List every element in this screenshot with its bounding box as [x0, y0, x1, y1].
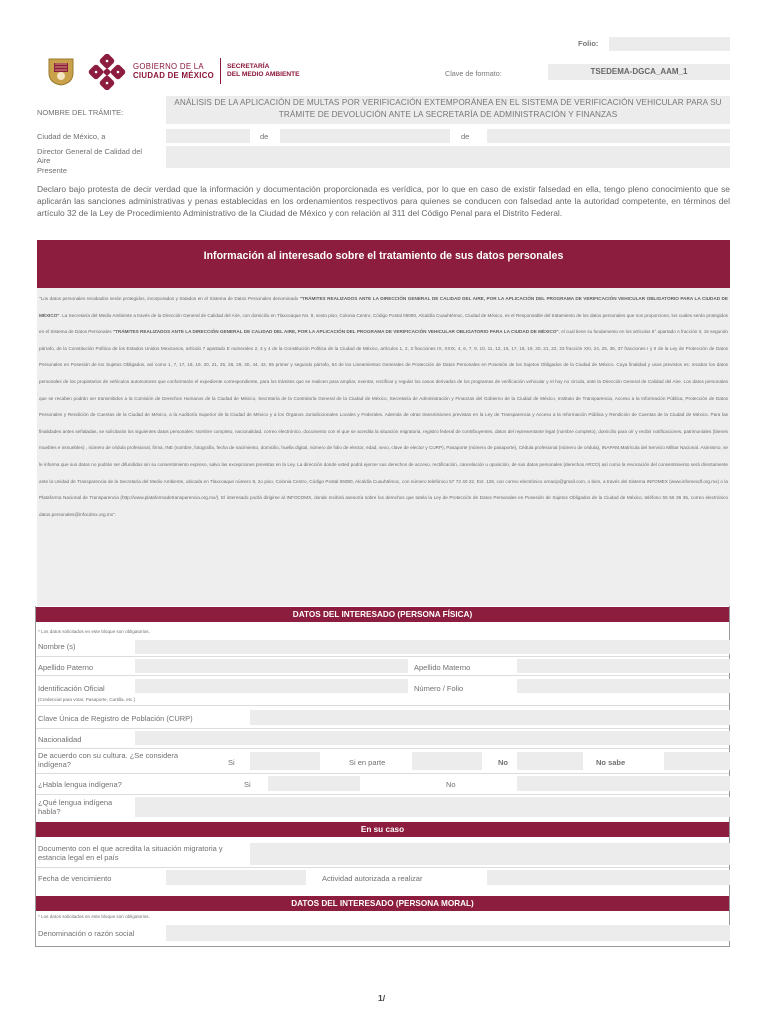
identificacion-field[interactable] [135, 679, 408, 693]
row-divider [36, 656, 729, 657]
secretaria-line-2: DEL MEDIO AMBIENTE [227, 70, 300, 78]
apellido-paterno-label: Apellido Paterno [38, 663, 94, 672]
apellido-materno-field[interactable] [517, 659, 730, 673]
curp-label: Clave Única de Registro de Población (CURP) [38, 714, 193, 723]
lengua-no-box[interactable] [517, 776, 730, 791]
indigena-si-label: Si [228, 758, 235, 767]
legal-p3: , el cual tiene su fundamento en los artículos 6° apartado A fracción II, 16 segundo párrafo, de la Constitución Política de los Estados Unidos Mexicanos, artículo 7 apartado E numerales 2, 3 y 4 de la Constitución Política de la Ciudad de México, artículos 1, 2, 3 fracciones IX, XXIX, 4, 6, 7, 9, 10, 11, 12, 16, 17, 18, 19, 20, 21, 22, 23 fracción XIII, 24, 25, 36, 37 fracciones I y II de la Ley de Protección de Datos Personales en Posesión de los Sujetos Obligados, así como 1, 7, 17, 18, 19, 20, 21, 25, 28, 29, 30, 44, 42, 65 primer y segundo párrafo, 64 de los Lineamientos Generales de Protección de Datos Personales en Posesión de los Sujetos Obligados de la Ciudad de México. Cuya finalidad y usos previstos es: recabar los datos personales de los propietarios de vehículos automotores que conformarán el expediente correspondiente, para los trámites que se realicen para ampliar, exentar, rectificar y regular los casos derivados de los programas de verificación vehicular y el hoy no circula, ante la Dirección General de Calidad del Aire. Los datos personales que se recaben podrán ser transmitidos a la Comisión de Derechos Humanos de la Ciudad de México, Secretaría de la Contraloría General de la Ciudad de México, Secretaría de Administración y Finanzas del Gobierno de la Ciudad de México, Instituto de Transparencia, Acceso a la Información Pública, Protección de Datos Personales y Rendición de Cuentas de la Ciudad de México, a la Auditoría Superior de la Ciudad de México y a los Órganos Jurisdiccionales Locales y Federales. Además de otras transmisiones previstas en la Ley de Transparencia y Acceso a la Información Pública y Rendición de Cuentas de la Ciudad de México. Para las finalidades antes señaladas, se solicitarán los siguientes datos personales: Nombre completo, nacionalidad, correo electrónico, documento con el que se acredita la situación migratoria, registro federal de contribuyentes, datos del representante legal (nombre completo), domicilio para oír y recibir notificaciones, patrimoniales (bienes muebles e inmuebles) , número de cédula profesional, firma, INE (nombre, fotografía, fecha de nacimiento, domicilio, huella digital, número de folio de elector, edad, sexo, clave de elector y CURP), Pasaporte (número de pasaporte), Cédula profesional (número de cédula), INAPAM,Matrícula del Servicio Militar Nacional. Asimismo, se le informa que sus datos no podrán ser difundidos sin su consentimiento expreso, salvo las excepciones previstas en la Ley. La dirección donde usted podrá ejercer sus derechos de acceso, rectificación, cancelación u oposición, de sus datos personales (derechos ARCO) así como la revocación del consentimiento será directamente ante la Unidad de Transparencia de la Secretaría del Medio Ambiente, ubicada en Tlaxcoaque número 8, 2o piso, Colonia Centro, Código Postal 06080, Alcaldía Cuauhtémoc, con número telefónico 57 72 40 22, Ext. 128, con correo electrónico ornacip@gmail.com, o bien, a través del Sistema INFOMEX (www.infomexdf.org.mx) o la Plataforma Nacional de Transparencia (http://www.plataformadetransparencia.org.mx/). El interesado podrá dirigirse al INFOCDMX, donde recibirá asesoría sobre los derechos que tutela la Ley de Protección de Datos Personales en Posesión de Sujetos Obligados de la Ciudad de México, teléfono 55 56 36 36, correo electrónico datos.personales@infocdmx.org.mx". [39, 329, 728, 517]
identificacion-label: Identificación Oficial [38, 684, 105, 693]
cual-lengua-label [38, 798, 112, 817]
indigena-si-box[interactable] [250, 752, 320, 770]
legal-p2-bold: "TRÁMITES REALIZADOS ANTE LA DIRECCIÓN GENERAL DE CALIDAD DEL AIRE, POR LA APLICACIÓN DEL PROGRAMA DE VERIFICACIÓN VEHICULAR OBLIGATORIO PARA LA CIUDAD DE MÉXICO" [112, 329, 559, 335]
de-label-2: de [461, 132, 470, 141]
denominacion-field[interactable] [166, 925, 730, 941]
secretaria-line-1: SECRETARÍA [227, 63, 270, 70]
row-divider [36, 705, 729, 706]
aviso-privacidad-text [37, 288, 730, 606]
director-line-2: Aire [37, 156, 51, 166]
nacionalidad-label: Nacionalidad [38, 735, 82, 744]
legal-p1: "Los datos personales recabados serán protegidos, incorporados y tratados en el Sistema de Datos Personales denominado [39, 296, 300, 301]
secretaria-wordmark [227, 63, 300, 79]
director-label [37, 147, 142, 175]
clave-formato-value: TSEDEMA-DGCA_AAM_1 [548, 64, 730, 80]
row-divider [36, 867, 729, 868]
fecha-vencimiento-label: Fecha de vencimiento [38, 874, 112, 883]
cual-lengua-field[interactable] [135, 797, 730, 817]
documento-line-2: estancia legal en el país [38, 853, 119, 863]
lengua-indigena-label: ¿Habla lengua indígena? [38, 780, 122, 789]
dia-field[interactable] [166, 129, 250, 143]
curp-field[interactable] [250, 710, 730, 725]
nombre-field[interactable] [135, 640, 730, 654]
cual-lengua-line-2: habla? [38, 807, 61, 817]
director-line-1: Director General de Calidad del [37, 147, 143, 156]
apellido-materno-label: Apellido Materno [414, 663, 471, 672]
declaracion-text: Declaro bajo protesta de decir verdad que la información y documentación proporcionada es verídica, por lo que en caso de existir falsedad en ella, tengo pleno conocimiento que se aplicarán las sanciones administrativas y penas establecidas en los ordenamientos respectivos para quienes se conducen con falsedad ante la autoridad competente, en términos del artículo 32 de la Ley de Procedimiento Administrativo de la Ciudad de México y con relación al 311 del Código Penal para el Distrito Federal. [37, 184, 730, 219]
en-su-caso-header: En su caso [36, 822, 729, 837]
legal-p2: . La Secretaría del Medio Ambiente a través de la Dirección General de Calidad del Aire, con domicilio en Tlaxcoaque No. 8, sexto piso, Colonia Centro, Código Postal 06080, Alcaldía Cuauhtémoc, Ciudad de México, es el Responsable del tratamiento de los datos personales que nos proporcione, los cuales serán protegidos en el Sistema de Datos Personales [39, 312, 728, 335]
clave-formato-label: Clave de formato: [445, 69, 502, 78]
nombre-label: Nombre (s) [38, 642, 76, 651]
anio-field[interactable] [487, 129, 730, 143]
gobierno-line-2: CIUDAD DE MÉXICO [133, 70, 215, 80]
documento-migratorio-label [38, 844, 223, 863]
persona-moral-header: DATOS DEL INTERESADO (PERSONA MORAL) [36, 896, 729, 911]
director-field[interactable] [166, 146, 730, 168]
mes-field[interactable] [280, 129, 450, 143]
persona-fisica-header: DATOS DEL INTERESADO (PERSONA FÍSICA) [36, 607, 729, 622]
row-divider [36, 748, 729, 749]
legal-p1-bold: "TRÁMITES REALIZADOS ANTE LA DIRECCIÓN GENERAL DE CALIDAD DEL AIRE, POR LA APLICACIÓN DEL PROGRAMA DE VERIFICACIÓN VEHICULAR OBLIGATORIO PARA LA CIUDAD DE MÉXICO" [39, 296, 728, 318]
numero-folio-field[interactable] [517, 679, 730, 693]
nombre-tramite-value: ANÁLISIS DE LA APLICACIÓN DE MULTAS POR VERIFICACIÓN EXTEMPORÁNEA EN EL SISTEMA DE VERIFICACIÓN VEHICULAR PARA SU TRÁMITE DE DEVOLUCIÓN ANTE LA SECRETARÍA DE ADMINISTRACIÓN Y FINANZAS [166, 96, 730, 124]
documento-migratorio-field[interactable] [250, 843, 730, 865]
lengua-si-box[interactable] [268, 776, 360, 791]
indigena-q-line-1: De acuerdo con su cultura. ¿Se considera [38, 751, 179, 760]
row-divider [36, 773, 729, 774]
row-divider [36, 675, 729, 676]
row-divider [36, 728, 729, 729]
fecha-vencimiento-field[interactable] [166, 870, 306, 885]
de-label-1: de [260, 132, 269, 141]
apellido-paterno-field[interactable] [135, 659, 408, 673]
nacionalidad-field[interactable] [135, 731, 730, 745]
lengua-no-label: No [446, 780, 456, 789]
folio-label: Folio: [578, 39, 599, 48]
indigena-no-label: No [498, 758, 508, 767]
actividad-autorizada-label: Actividad autorizada a realizar [322, 874, 423, 883]
datos-personales-banner: Información al interesado sobre el tratamiento de sus datos personales [37, 240, 730, 288]
numero-folio-label: Número / Folio [414, 684, 464, 693]
presente-label: Presente [37, 165, 68, 175]
indigena-no-sabe-label: No sabe [596, 758, 626, 767]
denominacion-label: Denominación o razón social [38, 929, 135, 938]
cual-lengua-line-1: ¿Qué lengua indígena [38, 798, 113, 807]
cdmx-logo-icon [88, 54, 126, 90]
row-divider [36, 794, 729, 795]
moral-note: * Los datos solicitados en este bloque son obligatorios. [38, 914, 150, 919]
folio-field[interactable] [609, 37, 730, 51]
fisica-note: * Los datos solicitados en este bloque son obligatorios. [38, 629, 150, 634]
indigena-q-line-2: indígena? [38, 760, 71, 770]
ciudad-fecha-label: Ciudad de México, a [37, 132, 106, 141]
identificacion-note: (Credencial para votar, Pasaporte, Cartilla, etc.) [38, 697, 136, 702]
gobierno-line-1: GOBIERNO DE LA [133, 62, 204, 71]
page-number: 1/ [378, 993, 386, 1003]
indigena-question [38, 751, 178, 770]
indigena-si-en-parte-box[interactable] [412, 752, 482, 770]
actividad-autorizada-field[interactable] [487, 870, 730, 885]
gobierno-cdmx-wordmark [133, 63, 214, 80]
header-divider [220, 58, 221, 84]
cdmx-seal-icon [46, 56, 76, 86]
indigena-si-en-parte-label: Si en parte [349, 758, 386, 767]
documento-line-1: Documento con el que acredita la situación migratoria y [38, 844, 223, 853]
lengua-si-label: Si [244, 780, 251, 789]
indigena-no-box[interactable] [517, 752, 583, 770]
indigena-no-sabe-box[interactable] [664, 752, 730, 770]
nombre-tramite-label: NOMBRE DEL TRÁMITE: [37, 108, 124, 117]
